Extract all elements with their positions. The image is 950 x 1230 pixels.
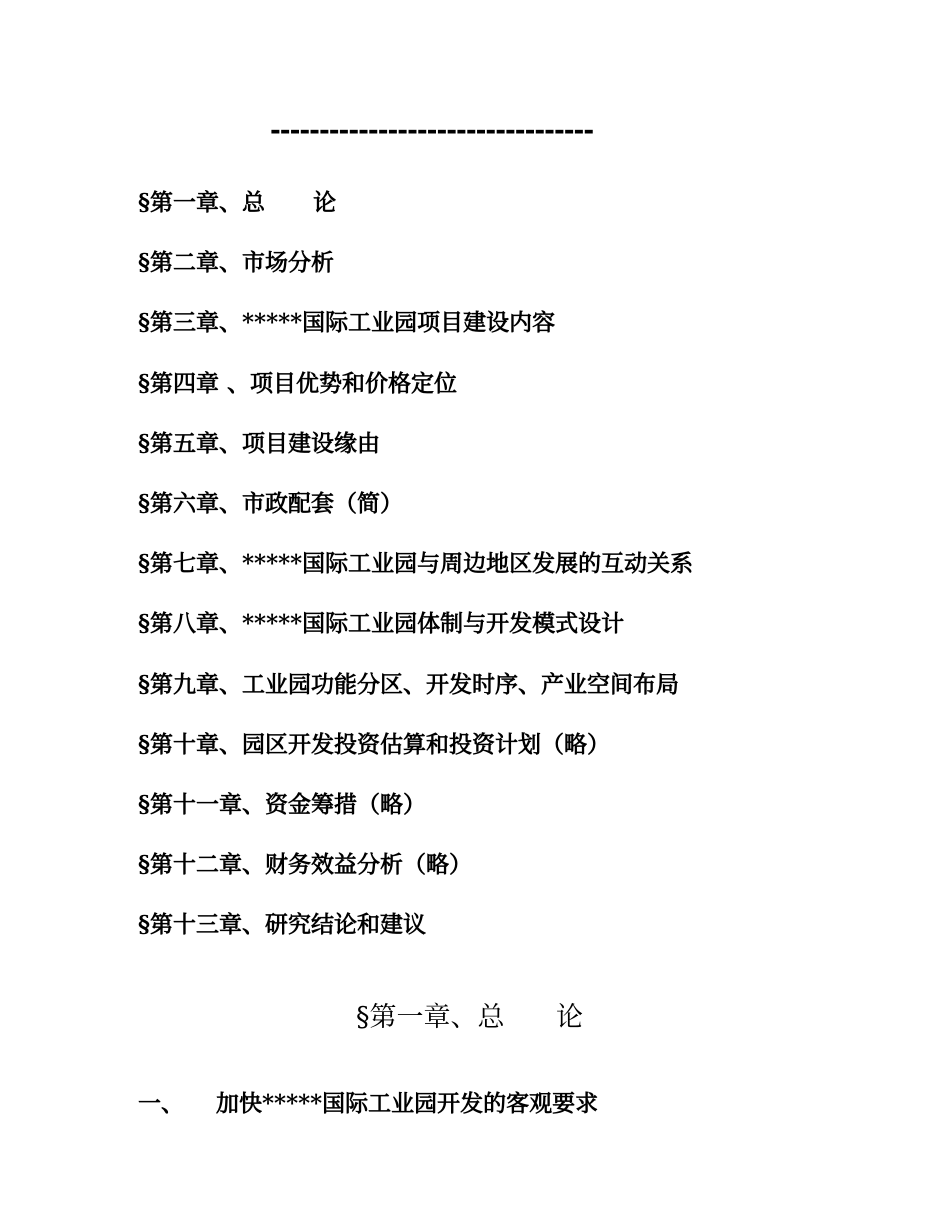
section-heading: 一、 加快*****国际工业园开发的客观要求 xyxy=(138,1090,599,1117)
toc-item-chapter-9[interactable]: §第九章、工业园功能分区、开发时序、产业空间布局 xyxy=(138,670,680,698)
toc-item-chapter-2[interactable]: §第二章、市场分析 xyxy=(138,249,335,277)
table-of-contents xyxy=(138,186,693,968)
toc-item-chapter-7[interactable]: §第七章、*****国际工业园与周边地区发展的互动关系 xyxy=(138,550,694,578)
toc-item-chapter-6[interactable]: §第六章、市政配套（简） xyxy=(138,489,404,517)
toc-item-chapter-11[interactable]: §第十一章、资金筹措（略） xyxy=(138,790,427,818)
toc-item-chapter-4[interactable]: §第四章 、项目优势和价格定位 xyxy=(138,369,458,397)
toc-item-chapter-13[interactable]: §第十三章、研究结论和建议 xyxy=(138,911,427,939)
dashed-rule: --------------------------------- xyxy=(270,116,594,146)
toc-item-chapter-5[interactable]: §第五章、项目建设缘由 xyxy=(138,429,381,457)
toc-item-chapter-10[interactable]: §第十章、园区开发投资估算和投资计划（略） xyxy=(138,730,611,758)
chapter-heading: §第一章、总 论 xyxy=(356,1002,583,1033)
toc-item-chapter-8[interactable]: §第八章、*****国际工业园体制与开发模式设计 xyxy=(138,610,625,638)
toc-item-chapter-3[interactable]: §第三章、*****国际工业园项目建设内容 xyxy=(138,309,556,337)
toc-item-chapter-1[interactable]: §第一章、总 论 xyxy=(138,189,337,216)
toc-item-chapter-12[interactable]: §第十二章、财务效益分析（略） xyxy=(138,851,473,879)
